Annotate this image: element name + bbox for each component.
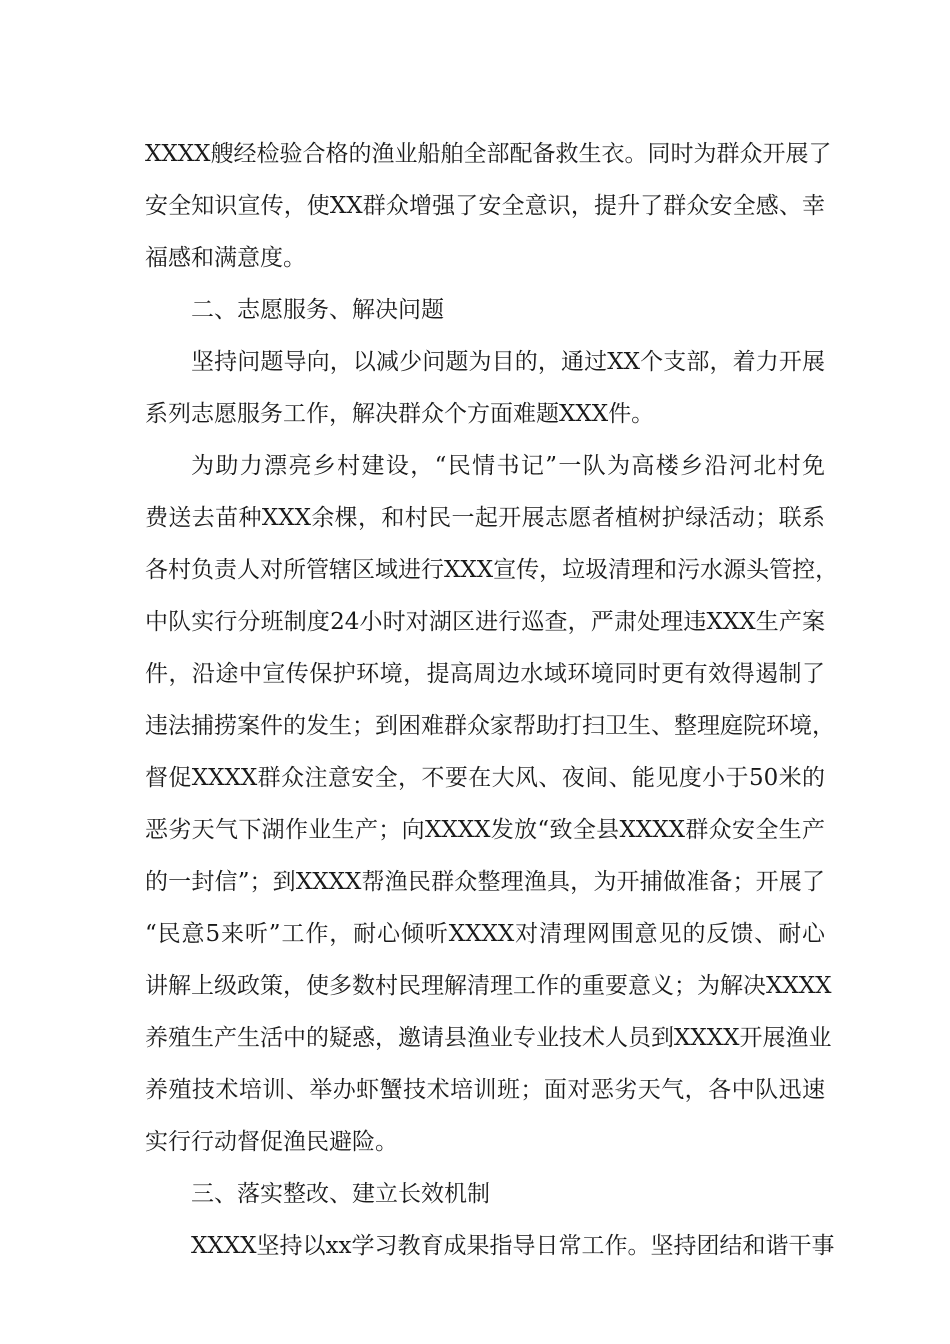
section-heading-3: 三、落实整改、建立长效机制 <box>191 1181 490 1207</box>
paragraph-line: 中队实行分班制度24小时对湖区进行巡查，严肃处理违XXX生产案 <box>145 609 825 635</box>
paragraph-line: “民意5来听”工作，耐心倾听XXXX对清理网围意见的反馈、耐心 <box>145 921 825 947</box>
paragraph-line: 坚持问题导向，以减少问题为目的，通过XX个支部，着力开展 <box>191 349 825 375</box>
paragraph-line: 件，沿途中宣传保护环境，提高周边水域环境同时更有效得遏制了 <box>145 661 825 687</box>
paragraph-line: 费送去苗种XXX余棵，和村民一起开展志愿者植树护绿活动；联系 <box>145 505 825 531</box>
paragraph-line: 恶劣天气下湖作业生产；向XXXX发放“致全县XXXX群众安全生产 <box>145 817 825 843</box>
paragraph-line: 讲解上级政策，使多数村民理解清理工作的重要意义；为解决XXXX <box>145 973 832 999</box>
paragraph-line: 为助力漂亮乡村建设，“民情书记”一队为高楼乡沿河北村免 <box>191 453 825 479</box>
document-page <box>145 128 839 1272</box>
paragraph-line: 实行行动督促渔民避险。 <box>145 1129 398 1155</box>
paragraph-line: 养殖技术培训、举办虾蟹技术培训班；面对恶劣天气，各中队迅速 <box>145 1077 825 1103</box>
paragraph-line: 安全知识宣传，使XX群众增强了安全意识，提升了群众安全感、幸 <box>145 193 825 219</box>
paragraph-line: 各村负责人对所管辖区域进行XXX宣传，垃圾清理和污水源头管控， <box>145 557 839 583</box>
section-heading-2: 二、志愿服务、解决问题 <box>191 297 444 323</box>
paragraph-line: 福感和满意度。 <box>145 245 306 271</box>
paragraph-line: XXXX艘经检验合格的渔业船舶全部配备救生衣。同时为群众开展了 <box>145 141 832 167</box>
paragraph-line: 系列志愿服务工作，解决群众个方面难题XXX件。 <box>145 401 655 427</box>
paragraph-line: 违法捕捞案件的发生；到困难群众家帮助打扫卫生、整理庭院环境， <box>145 713 835 739</box>
paragraph-line: XXXX坚持以xx学习教育成果指导日常工作。坚持团结和谐干事 <box>191 1233 835 1259</box>
paragraph-line: 的一封信”；到XXXX帮渔民群众整理渔具，为开捕做准备；开展了 <box>145 869 825 895</box>
paragraph-line: 养殖生产生活中的疑惑，邀请县渔业专业技术人员到XXXX开展渔业 <box>145 1025 832 1051</box>
paragraph-line: 督促XXXX群众注意安全，不要在大风、夜间、能见度小于50米的 <box>145 765 825 791</box>
